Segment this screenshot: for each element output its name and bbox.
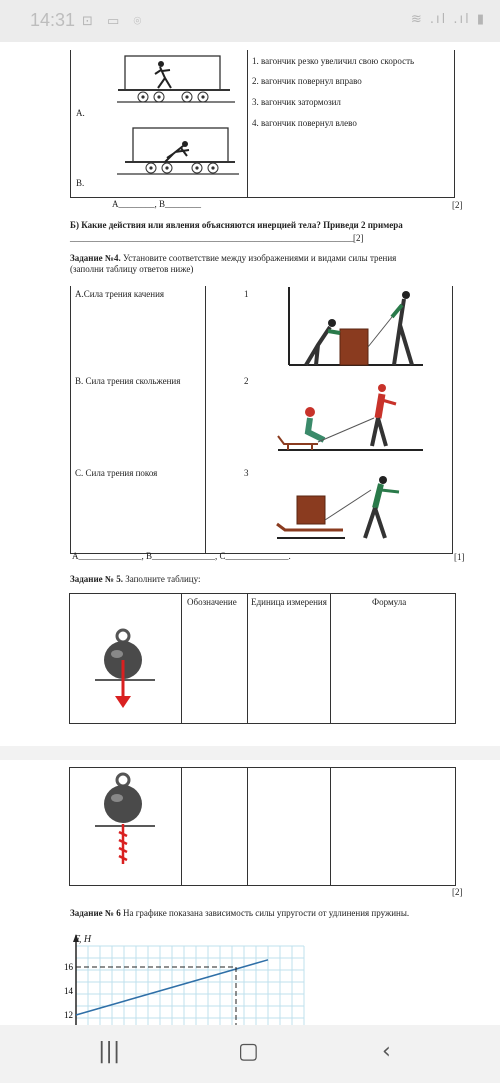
chart-y-label: F, H [74,934,92,945]
table-border [247,50,248,198]
table-border [70,286,71,554]
table-border [247,593,248,724]
table-border [69,593,456,594]
table-border [181,593,182,724]
task3b-score: [2] [353,233,364,243]
table-border [69,767,70,886]
option-3: 3. вагончик затормозил [252,97,341,107]
wagon-b-illustration [115,126,240,188]
picture-2-number: 2 [244,376,249,386]
y-tick-label: 14 [64,986,73,996]
document-page-1[interactable] [0,42,500,746]
status-time: 14:31 [30,10,76,30]
col-designation: Обозначение [187,597,237,607]
weight-gravity-illustration [95,630,155,710]
sled-illustration [278,374,423,456]
table-border [455,767,456,886]
task4-heading-line [70,253,396,264]
elasticity-chart [60,928,310,1025]
task5-text: Заполните таблицу: [125,574,201,584]
task3b-answer-line[interactable]: _______________________________________________________________ [70,233,354,243]
option-4: 4. вагончик повернул влево [252,118,357,128]
table-border [70,197,454,198]
pulling-box-sled-illustration [275,472,425,542]
y-tick-label: 16 [64,962,73,972]
col-unit: Единица измерения [251,597,327,607]
recent-apps-icon[interactable]: ||| [98,1039,121,1064]
table-border [247,767,248,886]
col-formula: Формула [372,597,407,607]
table-border [70,50,71,198]
task4-answer-line[interactable]: A______________, B______________, C______________. [72,551,291,561]
status-bar [0,0,500,42]
back-icon[interactable]: ‹ [382,1039,391,1064]
y-tick-label: 12 [64,1010,73,1020]
picture-1-number: 1 [244,289,249,299]
friction-static-label: C. Сила трения покоя [75,468,158,478]
notification-icons: ⊡ ▭ ⌾ [82,14,147,29]
home-icon[interactable]: ▢ [238,1039,259,1064]
table-border [181,767,182,886]
task6-heading: Задание № 6 [70,908,121,918]
picture-3-number: 3 [244,468,249,478]
task3-answer-line[interactable]: A________, B________ [112,199,202,209]
table-border [330,767,331,886]
table-border [330,593,331,724]
task3-score: [2] [452,200,463,210]
table-border [69,723,456,724]
table-border [452,286,453,554]
task3b-question: Б) Какие действия или явления объясняются инерцией тела? Приведи 2 примера [70,220,403,230]
pushing-box-illustration [288,287,423,367]
task6-heading-line [70,908,409,919]
table-border [455,593,456,724]
option-2: 2. вагончик повернул вправо [252,76,362,86]
weight-elastic-illustration [95,774,155,866]
table-border [454,50,455,198]
friction-rolling-label: A.Сила трения качения [75,289,165,299]
option-1: 1. вагончик резко увеличил свою скорость [252,56,415,66]
table-border [69,885,456,886]
wagon-a-illustration [115,50,240,116]
friction-sliding-label: B. Сила трения скольжения [75,376,181,386]
task5-score: [2] [452,887,463,897]
label-b: B. [76,178,85,188]
label-a: A. [76,108,85,118]
task4-score: [1] [454,552,465,562]
task6-text: На графике показана зависимость силы упругости от удлинения пружины. [122,908,410,918]
navigation-bar [0,1025,500,1083]
task5-heading-line [70,574,201,585]
task4-text: Установите соответствие между изображениями и видами силы трения [122,253,397,263]
task4-heading: Задание №4. [70,253,121,263]
signal-battery-icons: ≋ .ıl .ıl ▮ [410,12,486,27]
table-border [69,767,456,768]
task5-heading: Задание № 5. [70,574,123,584]
table-border [69,593,70,724]
document-page-2[interactable] [0,760,500,1025]
table-border [205,286,206,554]
task4-subtext: (заполни таблицу ответов ниже) [70,264,194,274]
